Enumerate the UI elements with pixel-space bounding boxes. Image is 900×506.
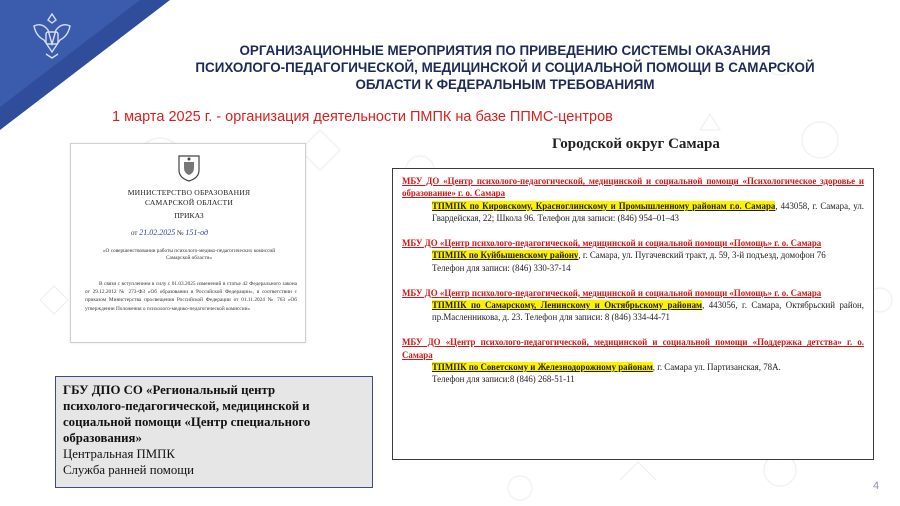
pmpk-phone: Телефон для записи: (846) 330-37-14: [432, 262, 571, 273]
emblem-icon: [24, 8, 80, 64]
coat-of-arms-icon: [177, 154, 201, 182]
pmpk-address: , г. Самара ул. Партизанская, 78А.: [652, 362, 781, 373]
center-name: МБУ ДО «Центр психолого-педагогической, медицинской и социальной помощи «Поддержка детства» г. о. Самара: [402, 337, 864, 360]
order-document: [70, 143, 306, 343]
regional-center-name: ГБУ ДПО СО «Региональный центр психолого-педагогической, медицинской и социальной помощи «Центр специального образования»: [63, 383, 311, 445]
pmpk-address: , г. Самара, ул. Пугачевский тракт, д. 59, 3-й подъезд, домофон 76: [578, 250, 826, 261]
center-name: МБУ ДО «Центр психолого-педагогической, медицинской и социальной помощи «Психологическое здоровье и образование» г. о. Самара: [402, 176, 864, 199]
city-heading: Городской округ Самара: [552, 136, 720, 152]
date-subtitle: 1 марта 2025 г. - организация деятельности ПМПК на базе ППМС-центров: [112, 109, 613, 125]
pmpk-address: , 443056, г. Самара, Октябрьский район, пр.Масленникова, д. 23. Телефон для записи: 8 (846) 334-44-71: [432, 300, 864, 323]
pmpk-name: ТПМПК по Куйбышевскому району: [432, 250, 579, 261]
pmpk-detail: [402, 200, 864, 225]
pmpk-address: , 443058, г. Самара, ул. Гвардейская, 22; Школа 96. Телефон для записи: (846) 954–01–43: [432, 200, 864, 224]
ministry-name: МИНИСТЕРСТВО ОБРАЗОВАНИЯ САМАРСКОЙ ОБЛАСТИ: [127, 188, 251, 207]
order-body: В связи с вступлением в силу с 01.03.2025 изменений в статье 42 Федерального закона от 29.12.2012 № 273-ФЗ «Об образовании в Российской Федерации», в соответствии с приказом Министерства просвещения Российской Федерации от 01.11.2024 № 763 «Об утверждении Положения о психолого-медико-педагогической комиссии»: [85, 281, 297, 312]
page-title: ОРГАНИЗАЦИОННЫЕ МЕРОПРИЯТИЯ ПО ПРИВЕДЕНИЮ СИСТЕМЫ ОКАЗАНИЯ ПСИХОЛОГО-ПЕДАГОГИЧЕСКОЙ, МЕДИЦИНСКОЙ И СОЦИАЛЬНОЙ ПОМОЩИ В САМАРСКОЙ ОБЛАСТИ К ФЕДЕРАЛЬНЫМ ТРЕБОВАНИЯМ: [195, 43, 815, 92]
order-label: ПРИКАЗ: [174, 211, 204, 220]
centers-panel: [392, 168, 874, 460]
pmpk-name: ТПМПК по Советскому и Железнодорожному районам: [432, 362, 653, 373]
regional-center-box: [55, 376, 373, 488]
pmpk-phone: Телефон для записи:8 (846) 268-51-11: [432, 374, 575, 385]
center-name: МБУ ДО «Центр психолого-педагогической, медицинской и социальной помощи «Помощь» г. о. Самара: [402, 238, 822, 249]
center-block: [402, 175, 864, 225]
center-name: МБУ ДО «Центр психолого-педагогической, медицинской и социальной помощи «Помощь» г. о. Самара: [402, 287, 822, 298]
page-number: 4: [873, 480, 880, 492]
order-number: 151-од: [185, 228, 209, 237]
order-subject: «О совершенствовании работы психолого-медико-педагогических комиссий Самарской области»: [102, 248, 276, 261]
center-block: [402, 287, 864, 324]
pmpk-name: ТПМПК по Самарскому, Ленинскому и Октябрьскому районам: [432, 300, 703, 311]
early-help-label: Служба ранней помощи: [63, 463, 194, 477]
pmpk-detail: [402, 299, 864, 324]
order-date: 21.02.2025: [139, 228, 176, 237]
central-pmpk-label: Центральная ПМПК: [63, 447, 175, 461]
order-date-line: от 21.02.2025 № 151-од: [131, 228, 209, 237]
pmpk-detail: [402, 361, 864, 373]
pmpk-detail: [402, 249, 864, 261]
center-block: [402, 237, 864, 274]
center-block: [402, 336, 864, 386]
pmpk-name: ТПМПК по Кировскому, Красноглинскому и Промышленному районам г.о. Самара: [432, 200, 776, 211]
